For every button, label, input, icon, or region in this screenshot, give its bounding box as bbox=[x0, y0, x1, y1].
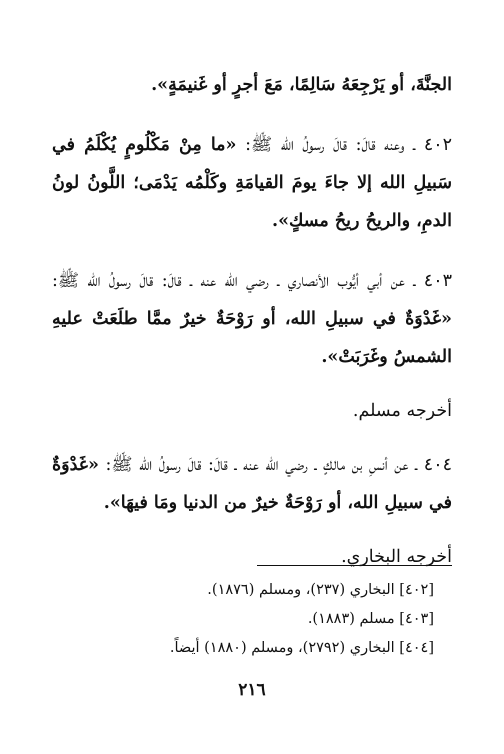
hadith-404-source: أخرجه البخاري. bbox=[341, 547, 452, 567]
page-number: ٢١٦ bbox=[238, 680, 266, 700]
hadith-text: الجنَّةَ، أو يَرْجِعَهُ سَالِمًا، مَعَ أجرٍ أو غَنيمَةٍ». bbox=[151, 75, 452, 95]
footnotes bbox=[52, 576, 434, 663]
footnote-404: [٤٠٤] البخاري (٢٧٩٢)، ومسلم (١٨٨٠) أيضاً. bbox=[169, 640, 434, 656]
hadith-403 bbox=[52, 262, 452, 376]
hadith-403-source: أخرجه مسلم. bbox=[352, 401, 452, 421]
hadith-402 bbox=[52, 126, 452, 240]
footnote-divider bbox=[257, 565, 452, 566]
hadith-text: «ما مِنْ مَكْلُومٍ يُكْلَمُ في سَبيلِ الله إلا جاءَ يومَ القيامَةِ وكَلْمُه يَدْمَى؛ اللَّونُ لونُ الدمِ، والريحُ ريحُ مسكٍ». bbox=[52, 135, 452, 231]
hadith-text: «غَدْوَةٌ في سبيلِ الله، أو رَوْحَةٌ خيرٌ من الدنيا ومَا فيهَا». bbox=[52, 455, 452, 513]
hadith-intro: ٤٠٣ ـ عن أبي أيُّوب الأنصاري ـ رضي الله عنه ـ قالَ: قالَ رسولُ الله ﷺ: bbox=[52, 271, 452, 291]
hadith-intro: ٤٠٢ ـ وعنه قالَ: قالَ رسولُ الله ﷺ: bbox=[236, 135, 453, 155]
footnote-402: [٤٠٢] البخاري (٢٣٧)، ومسلم (١٨٧٦). bbox=[207, 582, 434, 598]
hadith-text: «غَدْوَةٌ في سبيلِ الله، أو رَوْحَةٌ خيرٌ ممَّا طلَعَتْ عليهِ الشمسُ وغَرَبَتْ». bbox=[52, 309, 452, 367]
hadith-401-continuation bbox=[52, 66, 452, 104]
footnote-403: [٤٠٣] مسلم (١٨٨٣). bbox=[307, 611, 434, 627]
hadith-intro: ٤٠٤ ـ عن أنسِ بن مالكٍ ـ رضي الله عنه ـ قالَ: قالَ رسولُ الله ﷺ: bbox=[98, 455, 452, 475]
hadith-404 bbox=[52, 446, 452, 522]
